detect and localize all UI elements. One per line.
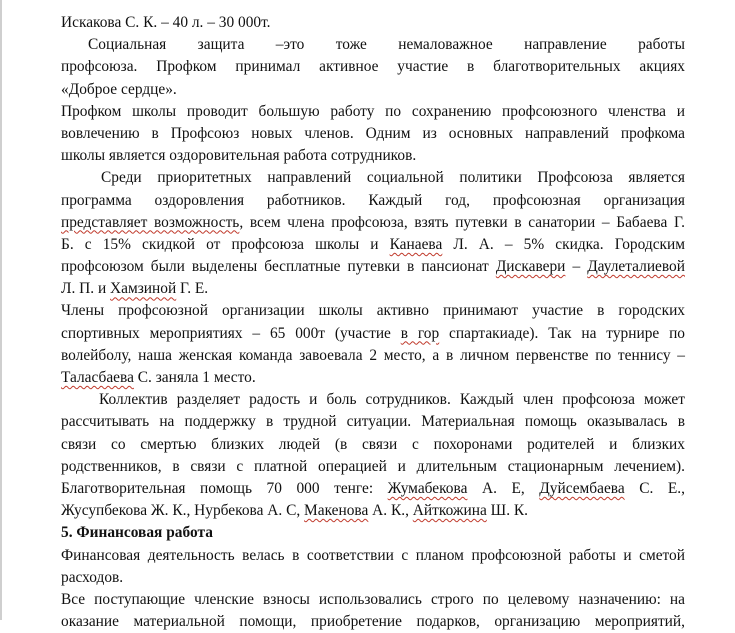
spellcheck-flagged-word: Дуйсембаева [539, 479, 625, 497]
paragraph-support: Коллектив разделяет радость и боль сотрудников. Каждый член профсоюза может [99, 391, 685, 409]
paragraph-health: Среди приоритетных направлений социальной политики Профсоюза является [101, 169, 685, 187]
text-line: спортивных мероприятиях – 65 000т (участие в гор спартакиаде). Так на турнире по [61, 324, 686, 342]
text-line: представляет возможность, всем члена профсоюза, взять путевки в санатории – Бабаева Г. [61, 213, 685, 231]
spellcheck-flagged-word: Даулеталиевой [587, 258, 685, 276]
text-line: волейболу, наша женская команда завоевала 2 место, а в личном первенстве по теннису – [61, 346, 685, 364]
paragraph-finance: Финансовая деятельность велась в соответствии с планом профсоюзной работы и сметой [61, 546, 685, 564]
text-line: Благотворительная помощь 70 000 тенге: Жумабекова А. Е, Дуйсембаева С. Е., [61, 479, 685, 497]
spellcheck-flagged-word: в гор [400, 324, 440, 342]
text-line: Искакова С. К. – 40 л. – 30 000т. [61, 14, 271, 31]
text-line: программа оздоровления работников. Каждый год, профсоюзная организация [61, 191, 685, 209]
section-heading-finance: 5. Финансовая работа [61, 524, 213, 542]
text-line: профсоюза. Профком принимал активное участие в благотворительных акциях [61, 58, 685, 76]
spellcheck-flagged-word: Макенова [304, 502, 369, 520]
spellcheck-flagged-word: Хамзиной [110, 280, 177, 298]
paragraph-sports: Члены профсоюзной организации школы активно принимают участие в городских [61, 302, 685, 320]
text-line: Л. П. и Хамзиной Г. Е. [61, 280, 209, 298]
text-line: «Доброе сердце». [61, 80, 177, 98]
page-left-edge [0, 0, 2, 620]
spellcheck-flagged-word: Дискавери [495, 258, 566, 276]
paragraph-dues: Все поступающие членские взносы использовались строго по целевому назначению: на [61, 590, 685, 608]
spellcheck-flagged-word: Таласбаева [61, 369, 134, 386]
text-line: рассчитывать на поддержку в трудной ситуации. Материальная помощь оказывалась в [61, 413, 685, 431]
spellcheck-flagged-word: Айткожина [412, 502, 487, 520]
text-line: Жусупбекова Ж. К., Нурбекова А. С, Макенова А. К., Айткожина Ш. К. [61, 502, 529, 520]
text-line: Б. с 15% скидкой от профсоюза школы и Канаева Л. А. – 5% скидка. Городским [61, 235, 685, 253]
spellcheck-flagged-word: Жумабекова [387, 479, 468, 497]
paragraph-membership: Профком школы проводит большую работу по сохранению профсоюзного членства и [61, 102, 685, 120]
text-line: вовлечению в Профсоюз новых членов. Одним из основных направлений профкома [61, 124, 685, 142]
text-line: расходов. [61, 568, 124, 586]
text-line: школы является оздоровительная работа сотрудников. [61, 147, 417, 165]
paragraph-social-protection: Социальная защита –это тоже немаловажное направление работы [88, 36, 685, 54]
text-line: связи со смертью близких людей (в связи с похоронами родителей и близких [61, 435, 685, 453]
text-line: профсоюзом были выделены бесплатные путевки в пансионат Дискавери – Даулеталиевой [61, 258, 685, 276]
text-line: Таласбаева С. заняла 1 место. [61, 369, 256, 386]
spellcheck-flagged-word: представляет возможность [61, 213, 240, 231]
document-body [61, 0, 685, 633]
text-line: оказание материальной помощи, приобретение подарков, организацию мероприятий, [61, 613, 685, 631]
text-line: родственников, в связи с платной операцией и длительным стационарным лечением). [61, 457, 685, 475]
spellcheck-flagged-word: Канаева [389, 235, 443, 253]
